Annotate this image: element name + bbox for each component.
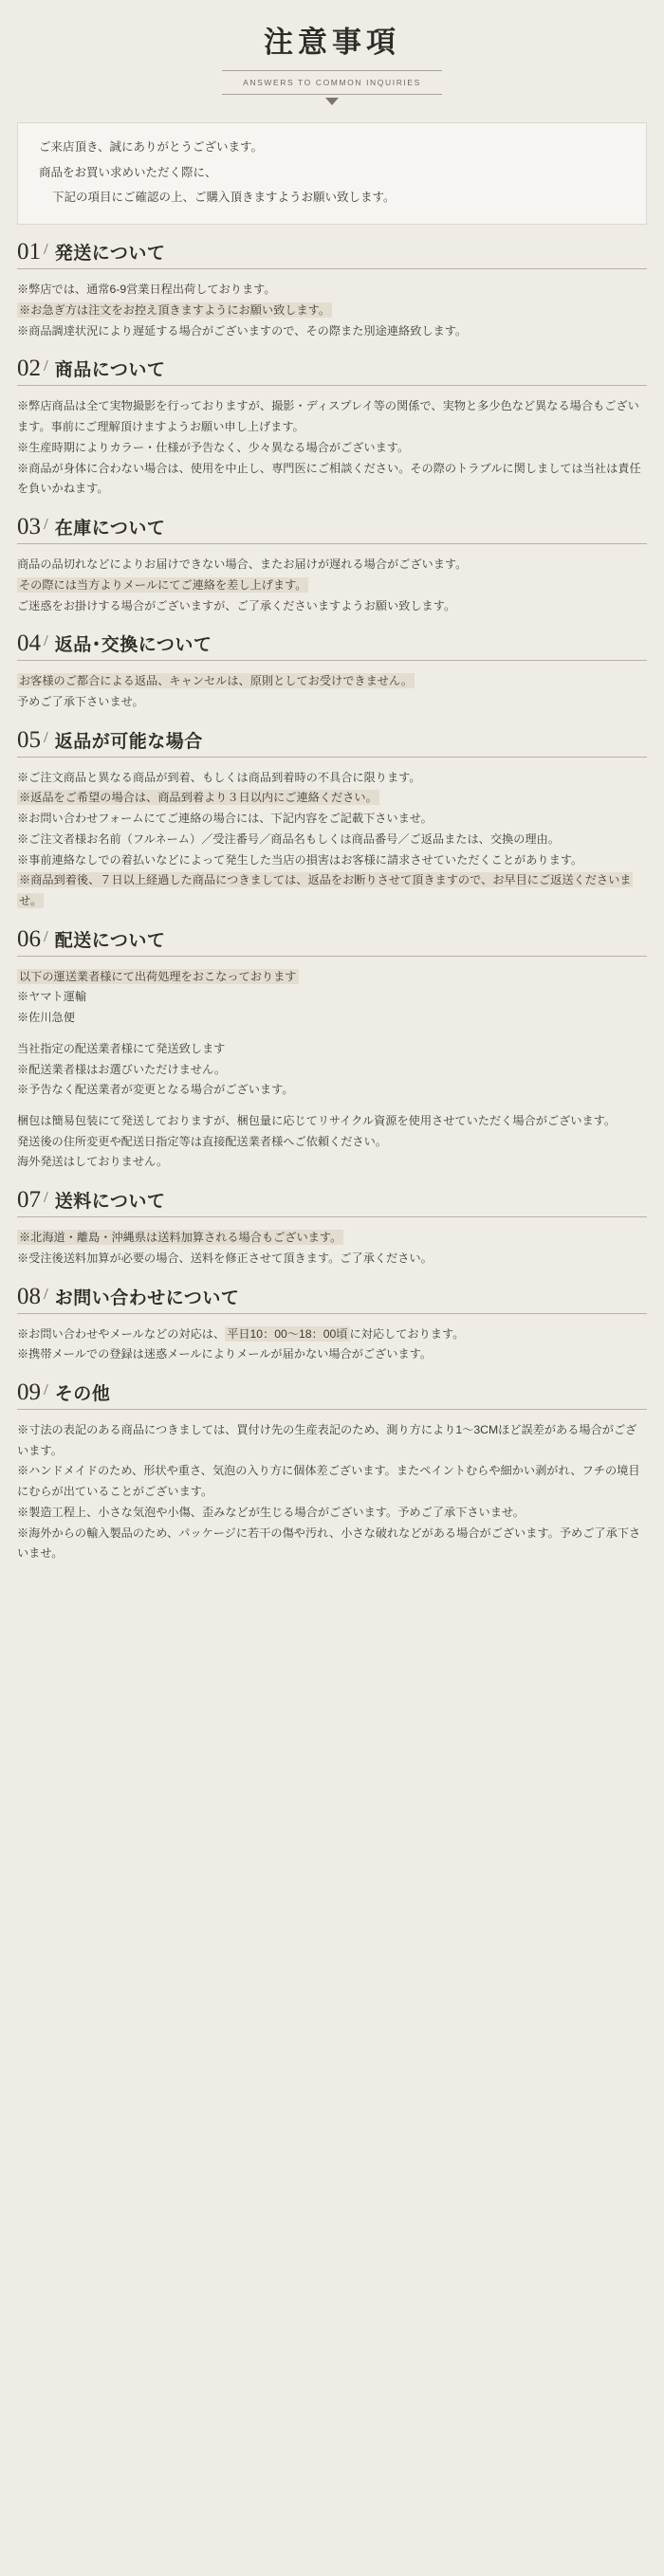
- body-line: 商品の品切れなどによりお届けできない場合、またお届けが遅れる場合がございます。: [17, 557, 468, 572]
- section-03: [17, 500, 647, 616]
- body-line: ※弊店では、通常6-9営業日程出荷しております。: [17, 283, 276, 297]
- intro-line-1: ご来店頂き、誠にありがとうございます。: [39, 140, 264, 155]
- body-line: [17, 575, 647, 596]
- section-heading: [17, 240, 647, 269]
- sections-container: [0, 225, 664, 1564]
- section-title: 返品･交換について: [54, 635, 212, 656]
- body-line: ※ご注文商品と異なる商品が到着、もしくは商品到着時の不具合に限ります。: [17, 770, 421, 784]
- page-header: [0, 0, 664, 105]
- body-line: ※予告なく配送業者が変更となる場合がございます。: [17, 1083, 294, 1097]
- section-body: [17, 671, 647, 712]
- section-slash: /: [44, 515, 48, 534]
- section-title: 送料について: [54, 1192, 166, 1213]
- body-line: ご迷惑をお掛けする場合がございますが、ご了承くださいますようお願い致します。: [17, 598, 456, 612]
- section-slash: /: [44, 926, 48, 945]
- body-line: ※お問い合わせフォームにてご連絡の場合には、下記内容をご記載下さいませ。: [17, 812, 433, 826]
- section-number: 05: [17, 726, 41, 753]
- section-slash: /: [44, 1188, 48, 1207]
- highlighted-text: その際には当方よりメールにてご連絡を差し上げます。: [19, 577, 307, 592]
- section-heading: [17, 515, 647, 544]
- section-02: [17, 341, 647, 500]
- intro-line-2: 商品をお買い求めいただく際に、: [39, 165, 217, 179]
- section-05: [17, 713, 647, 912]
- body-line: ※生産時期によりカラー・仕様が予告なく、少々異なる場合がございます。: [17, 440, 410, 454]
- body-line: ※お問い合わせやメールなどの対応は、 平日10：00～18：00頃 に対応しております。: [17, 1326, 465, 1341]
- section-heading: [17, 1285, 647, 1314]
- body-line: [17, 788, 647, 809]
- body-line: ※ヤマト運輸: [17, 990, 87, 1004]
- section-number: 08: [17, 1283, 41, 1309]
- section-heading: [17, 631, 647, 661]
- section-09: [17, 1365, 647, 1564]
- body-line: ※受注後送料加算が必要の場合、送料を修正させて頂きます。ご了承ください。: [17, 1251, 433, 1265]
- page-subtitle: ANSWERS TO COMMON INQUIRIES: [243, 78, 421, 88]
- highlighted-text: 以下の運送業者様にて出荷処理をおこなっております: [19, 969, 297, 983]
- section-heading: [17, 1380, 647, 1410]
- section-08: [17, 1270, 647, 1365]
- body-line: ※製造工程上、小さな気泡や小傷、歪みなどが生じる場合がございます。予めご了承下さいませ。: [17, 1505, 525, 1519]
- section-slash: /: [44, 240, 48, 259]
- highlighted-text: ※返品をご希望の場合は、商品到着より３日以内にご連絡ください。: [19, 791, 378, 805]
- section-number: 03: [17, 514, 41, 540]
- page-title: 注意事項: [264, 26, 400, 59]
- body-line: [17, 1228, 647, 1249]
- section-number: 06: [17, 925, 41, 952]
- body-line: ※商品調達状況により遅延する場合がございますので、その際また別途連絡致します。: [17, 323, 468, 338]
- section-title: 返品が可能な場合: [54, 731, 203, 752]
- section-07: [17, 1173, 647, 1269]
- highlighted-text: 平日10：00～18：00頃: [227, 1326, 348, 1341]
- body-line: ※事前連絡なしでの着払いなどによって発生した当店の損害はお客様に請求させていただくことがあります。: [17, 852, 583, 867]
- body-line: 梱包は簡易包装にて発送しておりますが、梱包量に応じてリサイクル資源を使用させていただく場合がございます。: [17, 1114, 617, 1127]
- body-line: ※佐川急便: [17, 1011, 75, 1025]
- caret-down-icon: [325, 98, 339, 105]
- section-heading: [17, 927, 647, 957]
- section-number: 02: [17, 356, 41, 382]
- section-title: その他: [54, 1384, 111, 1405]
- section-body: [17, 396, 647, 500]
- body-line: ※弊店商品は全て実物撮影を行っておりますが、撮影・ディスプレイ等の関係で、実物と多少色など異なる場合もございます。事前にご理解頂けますようお願い申し上げます。: [17, 399, 639, 434]
- section-body: [17, 1228, 647, 1269]
- header-divider-bottom: [222, 94, 442, 95]
- section-06: [17, 912, 647, 1173]
- paragraph-gap: [17, 1029, 647, 1039]
- paragraph-gap: [17, 1101, 647, 1111]
- body-line: ※海外からの輸入製品のため、パッケージに若干の傷や汚れ、小さな破れなどがある場合がございます。予めご了承下さいませ。: [17, 1526, 641, 1561]
- section-body: [17, 967, 647, 1173]
- section-title: 配送について: [54, 930, 166, 951]
- header-divider-top: [222, 70, 442, 71]
- body-line: 発送後の住所変更や配送日指定等は直接配送業者様へご依頼ください。: [17, 1134, 387, 1148]
- body-line: ※寸法の表記のある商品につきましては、買付け先の生産表記のため、測り方により1～3CMほど誤差がある場合がございます。: [17, 1423, 637, 1457]
- section-slash: /: [44, 1380, 48, 1399]
- section-title: お問い合わせについて: [54, 1288, 240, 1308]
- highlighted-text: ※お急ぎ方は注文をお控え頂きますようにお願い致します。: [19, 303, 331, 318]
- section-body: [17, 1325, 647, 1365]
- section-slash: /: [44, 631, 48, 650]
- section-slash: /: [44, 356, 48, 375]
- section-title: 在庫について: [54, 519, 166, 539]
- section-01: [17, 225, 647, 341]
- body-line: ※携帯メールでの登録は迷惑メールによりメールが届かない場合がございます。: [17, 1347, 433, 1361]
- body-line: 予めご了承下さいませ。: [17, 694, 144, 708]
- section-heading: [17, 1188, 647, 1217]
- body-line: 海外発送はしておりません。: [17, 1155, 169, 1169]
- section-body: [17, 768, 647, 912]
- body-line: ※配送業者様はお選びいただけません。: [17, 1062, 227, 1076]
- section-slash: /: [44, 1284, 48, 1303]
- section-number: 01: [17, 239, 41, 265]
- section-number: 09: [17, 1379, 41, 1406]
- highlighted-text: お客様のご都合による返品、キャンセルは、原則としてお受けできません。: [19, 674, 414, 688]
- highlighted-text: ※北海道・離島・沖縄県は送料加算される場合もございます。: [19, 1231, 342, 1245]
- body-line: [17, 870, 647, 911]
- section-slash: /: [44, 727, 48, 746]
- section-number: 04: [17, 630, 41, 657]
- section-title: 商品について: [54, 360, 166, 381]
- section-heading: [17, 728, 647, 758]
- highlighted-text: ※商品到着後、７日以上経過した商品につきましては、返品をお断りさせて頂きますので、お早目にご返送くださいませ。: [19, 873, 632, 907]
- section-body: [17, 1420, 647, 1564]
- body-line: ※ハンドメイドのため、形状や重さ、気泡の入り方に個体差ございます。またペイントむらや細かい剥がれ、フチの境目にむらが出ていることがございます。: [17, 1464, 640, 1499]
- section-body: [17, 280, 647, 341]
- section-heading: [17, 356, 647, 386]
- body-line: 当社指定の配送業者様にて発送致します: [17, 1041, 226, 1055]
- body-line: [17, 967, 647, 988]
- body-line: ※ご注文者様お名前（フルネーム）／受注番号／商品名もしくは商品番号／ご返品または、交換の理由。: [17, 831, 560, 846]
- body-line: [17, 671, 647, 692]
- intro-line-3: 下記の項目にご確認の上、ご購入頂きますようお願い致します。: [52, 190, 396, 204]
- body-line: [17, 301, 647, 321]
- section-body: [17, 555, 647, 616]
- section-number: 07: [17, 1187, 41, 1214]
- body-line: ※商品が身体に合わない場合は、使用を中止し、専門医にご相談ください。その際のトラブルに関しましては当社は責任を負いかねます。: [17, 461, 641, 496]
- section-04: [17, 616, 647, 712]
- section-title: 発送について: [54, 244, 166, 265]
- intro-box: [17, 122, 647, 225]
